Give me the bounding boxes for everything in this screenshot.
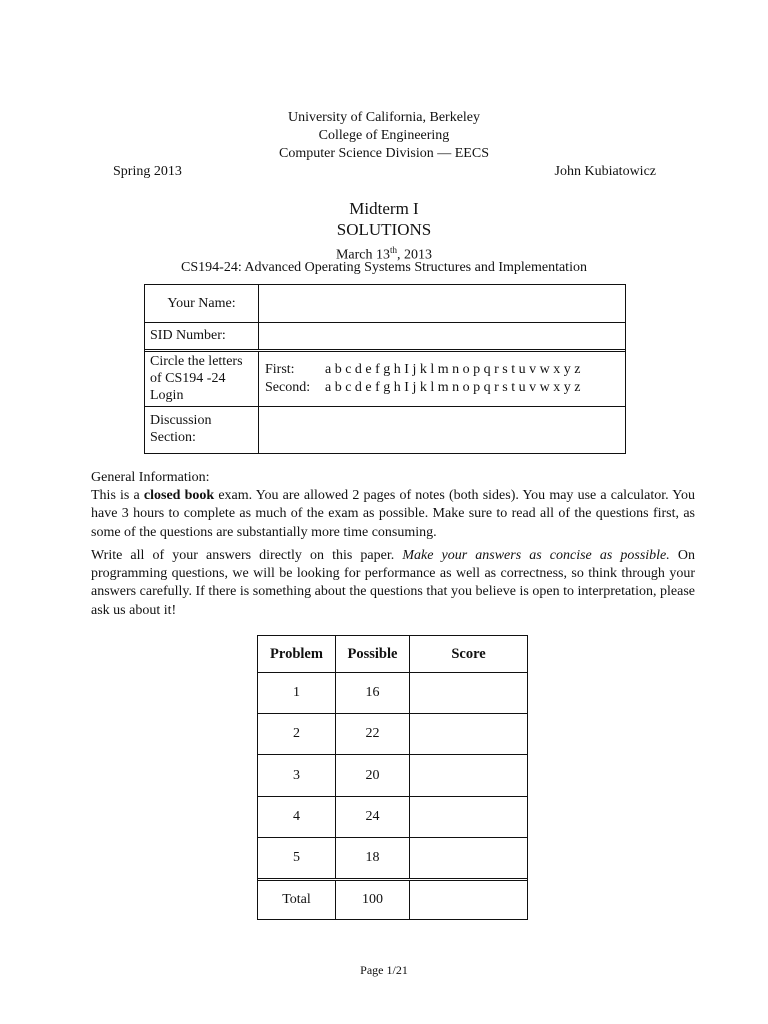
- general-heading: General Information:: [91, 470, 210, 485]
- second-letters[interactable]: a b c d e f g h I j k l m n o p q r s t u v w x y z: [325, 380, 581, 395]
- university-name: University of California, Berkeley: [287, 110, 481, 125]
- login-label-line-2: of CS194 -24: [150, 371, 226, 386]
- name-row: [145, 285, 625, 323]
- name-label: Your Name:: [145, 285, 259, 322]
- table-row: [258, 755, 527, 797]
- total-possible: 100: [336, 881, 410, 919]
- p1-bold: closed book: [143, 488, 215, 504]
- sid-field[interactable]: [259, 322, 625, 349]
- login-label-line-1: Circle the letters: [150, 354, 243, 369]
- college-name: College of Engineering: [318, 128, 450, 143]
- discussion-field[interactable]: [259, 407, 625, 453]
- problem-number: 2: [258, 714, 336, 754]
- p1-text-a: This is a: [91, 488, 144, 504]
- p2-text-a: Write all of your answers directly on this paper.: [91, 548, 403, 563]
- problem-number: 4: [258, 797, 336, 837]
- header-problem: Problem: [258, 636, 336, 672]
- exam-title: Midterm I: [349, 199, 419, 218]
- term: Spring 2013: [113, 164, 182, 179]
- date-year: , 2013: [397, 247, 433, 263]
- score-header-row: [258, 636, 527, 673]
- date-month-day: March 13: [335, 247, 391, 263]
- sid-row: [145, 322, 625, 352]
- header-score: Score: [451, 645, 486, 662]
- name-field[interactable]: [259, 285, 625, 322]
- date-ordinal: th: [390, 245, 398, 255]
- login-letters: [259, 352, 625, 406]
- second-label: Second:: [265, 380, 311, 395]
- possible-points: 16: [336, 673, 410, 713]
- page-number: Page 1/21: [360, 963, 408, 977]
- course-title: CS194-24: Advanced Operating Systems Structures and Implementation: [181, 260, 587, 275]
- first-label: First:: [265, 362, 295, 377]
- table-row: [258, 714, 527, 755]
- student-info-table: [144, 284, 626, 454]
- score-cell[interactable]: [410, 755, 527, 796]
- division-name: Computer Science Division — EECS: [279, 146, 489, 161]
- table-row: [258, 838, 527, 881]
- score-cell[interactable]: [410, 714, 527, 754]
- first-letters[interactable]: a b c d e f g h I j k l m n o p q r s t u v w x y z: [325, 362, 581, 377]
- general-paragraph-2: [91, 547, 695, 620]
- table-row: [258, 797, 527, 838]
- instructor: John Kubiatowicz: [554, 164, 656, 179]
- exam-subtitle: SOLUTIONS: [336, 220, 432, 239]
- header-possible: Possible: [336, 636, 410, 672]
- score-table: [257, 635, 528, 920]
- p2-italic: Make your answers as concise as possible.: [402, 548, 670, 563]
- score-cell[interactable]: [410, 673, 527, 713]
- possible-points: 18: [336, 838, 410, 878]
- login-label: [145, 352, 259, 406]
- login-label-line-3: Login: [150, 388, 184, 403]
- discussion-label: [145, 407, 259, 453]
- score-cell[interactable]: [410, 838, 527, 878]
- possible-points: 24: [336, 797, 410, 837]
- p1-text-b: exam. You are allowed 2 pages of notes (both sides). You may use a calculator. You have 3 hours to complete as much of the exam as possible. Make sure to read all of the questions first, as some of the questions are substantially more time consuming.: [91, 488, 695, 540]
- instructions: [91, 547, 695, 620]
- problem-number: 3: [258, 755, 336, 796]
- login-row: [145, 352, 625, 407]
- total-score-cell[interactable]: [410, 881, 527, 919]
- sid-label: SID Number:: [145, 322, 259, 349]
- problem-number: 5: [258, 838, 336, 878]
- table-row: [258, 673, 527, 714]
- total-row: [258, 881, 527, 919]
- discussion-label-line-1: Discussion: [150, 413, 212, 428]
- possible-points: 22: [336, 714, 410, 754]
- problem-number: 1: [258, 673, 336, 713]
- p2-text-b: On programming questions, we will be looking for performance as well as correctness, so think through your answers carefully. If there is something about the questions that you believe is open to interpretation, please ask us about it!: [91, 548, 695, 618]
- total-label: Total: [258, 881, 336, 919]
- general-information: [91, 469, 695, 542]
- score-cell[interactable]: [410, 797, 527, 837]
- discussion-label-line-2: Section:: [150, 430, 196, 445]
- possible-points: 20: [336, 755, 410, 796]
- general-paragraph-1: [91, 487, 695, 542]
- discussion-row: [145, 407, 625, 453]
